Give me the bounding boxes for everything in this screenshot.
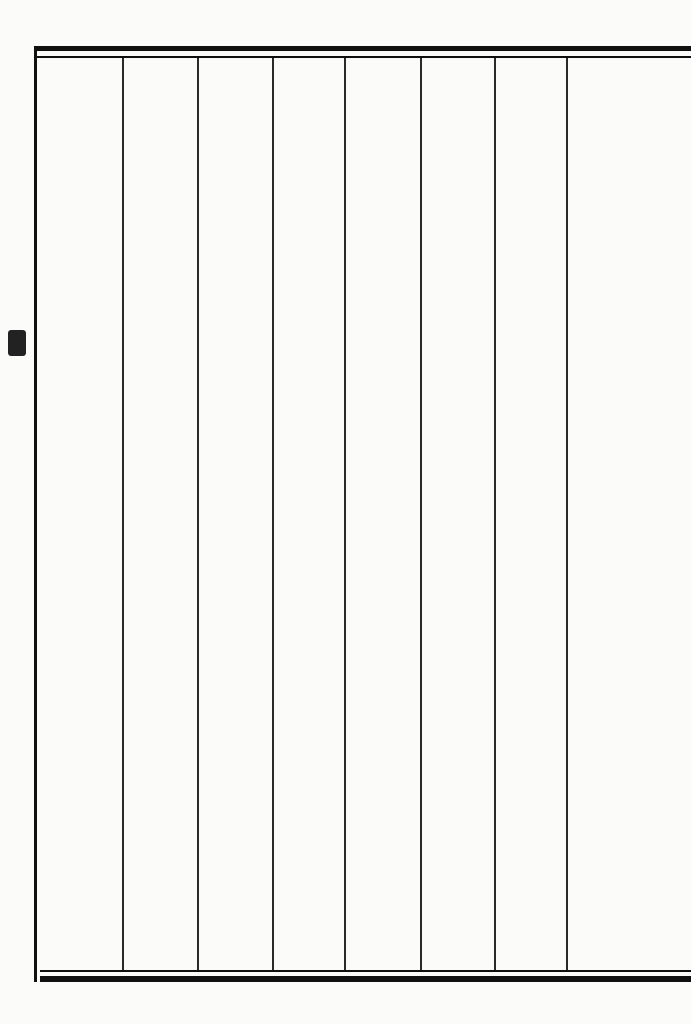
fold-line [34,46,37,982]
text-column [284,72,288,962]
column-rule [197,58,199,970]
column-rule [272,58,274,970]
column-rule [344,58,346,970]
column-rule [122,58,124,970]
fishtail-mark [8,330,26,356]
page-margin [0,60,34,970]
column-rule [420,58,422,970]
text-column [505,72,509,962]
text-column [209,72,213,962]
text-column [432,72,436,962]
bottom-border [40,970,691,982]
text-column [356,72,360,962]
top-border [34,46,691,58]
column-rule [494,58,496,970]
column-rule [566,58,568,970]
text-column [580,72,584,962]
text-column [134,72,138,962]
